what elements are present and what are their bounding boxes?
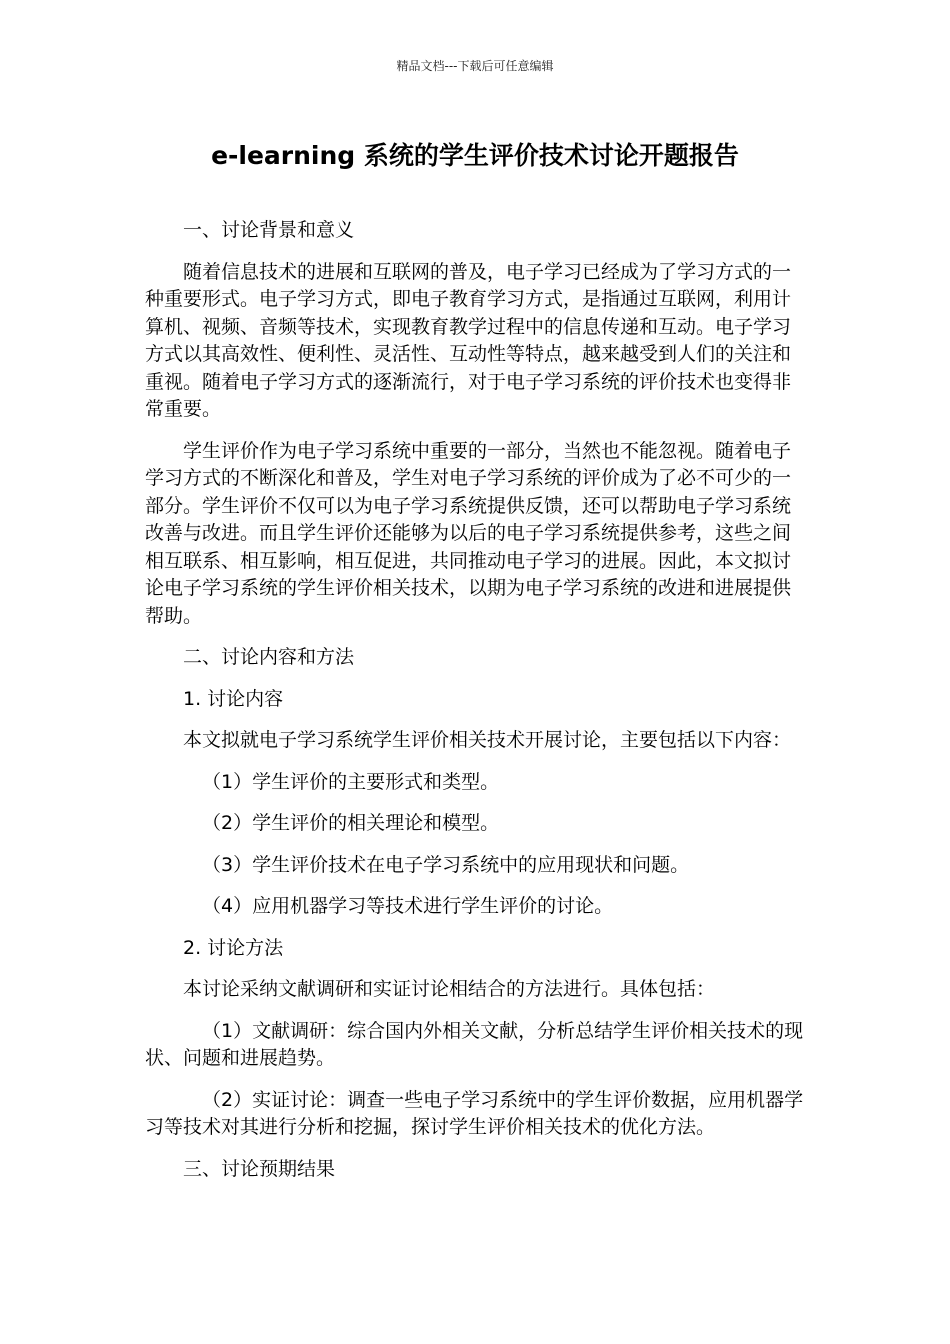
document-body [145, 217, 807, 1197]
method-item: （2）实证讨论：调查一些电子学习系统中的学生评价数据，应用机器学习等技术对其进行分析和挖掘，探讨学生评价相关技术的优化方法。 [145, 1088, 804, 1138]
method-item: （1）文献调研：综合国内外相关文献，分析总结学生评价相关技术的现状、问题和进展趋势。 [145, 1019, 804, 1069]
list-item: （3）学生评价技术在电子学习系统中的应用现状和问题。 [202, 853, 690, 876]
list-item: （2）学生评价的相关理论和模型。 [202, 812, 500, 834]
section-heading-1: 一、讨论背景和意义 [183, 219, 355, 241]
section-heading-2: 二、讨论内容和方法 [183, 646, 355, 668]
list-item: （1）学生评价的主要形式和类型。 [202, 770, 500, 793]
subsection-heading-content: 1. 讨论内容 [183, 687, 284, 710]
section-heading-3: 三、讨论预期结果 [183, 1157, 336, 1180]
paragraph: 随着信息技术的进展和互联网的普及，电子学习已经成为了学习方式的一种重要形式。电子学习方式，即电子教育学习方式，是指通过互联网，利用计算机、视频、音频等技术，实现教育教学过程中的信息传递和互动。电子学习方式以其高效性、便利性、灵活性、互动性等特点，越来越受到人们的关注和重视。随着电子学习方式的逐渐流行，对于电子学习系统的评价技术也变得非常重要。 [145, 260, 792, 420]
document-title: e-learning 系统的学生评价技术讨论开题报告 [211, 141, 739, 170]
paragraph: 本讨论采纳文献调研和实证讨论相结合的方法进行。具体包括： [183, 978, 716, 1000]
header-note: 精品文档---下载后可任意编辑 [396, 59, 554, 73]
paragraph: 本文拟就电子学习系统学生评价相关技术开展讨论，主要包括以下内容： [183, 729, 792, 751]
subsection-heading-method: 2. 讨论方法 [183, 936, 284, 959]
paragraph: 学生评价作为电子学习系统中重要的一部分，当然也不能忽视。随着电子学习方式的不断深化和普及，学生对电子学习系统的评价成为了必不可少的一部分。学生评价不仅可以为电子学习系统提供反馈，还可以帮助电子学习系统改善与改进。而且学生评价还能够为以后的电子学习系统提供参考，这些之间相互联系、相互影响，相互促进，共同推动电子学习的进展。因此，本文拟讨论电子学习系统的学生评价相关技术，以期为电子学习系统的改进和进展提供帮助。 [145, 439, 792, 627]
list-item: （4）应用机器学习等技术进行学生评价的讨论。 [202, 895, 614, 917]
